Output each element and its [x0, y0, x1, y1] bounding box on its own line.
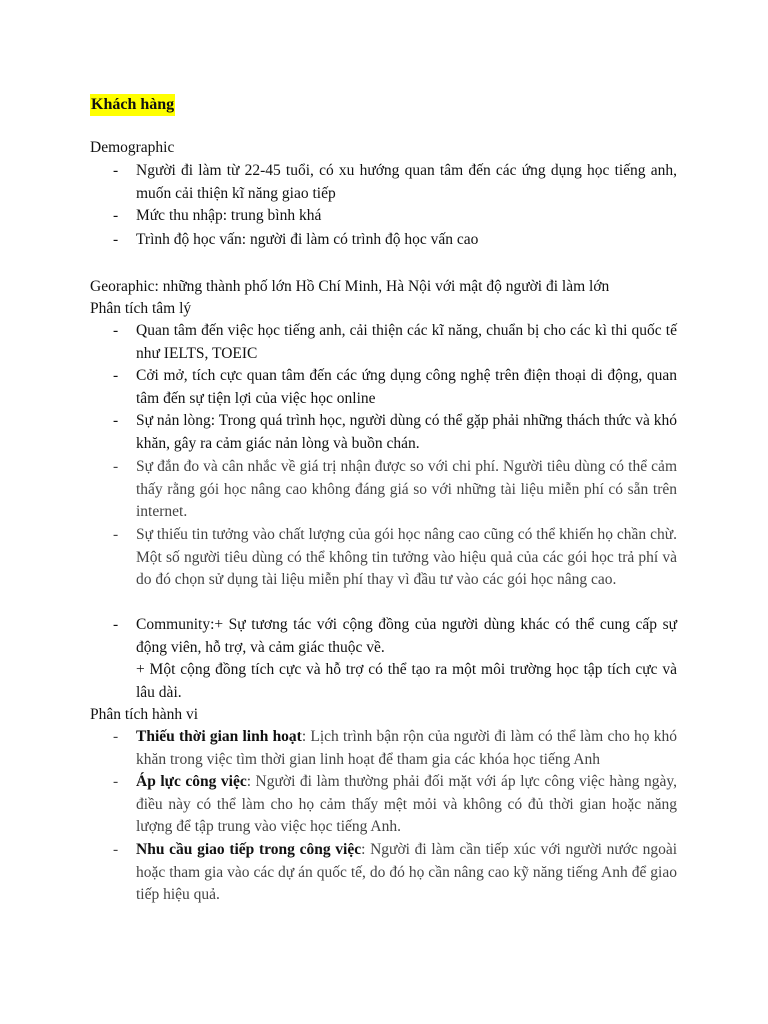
list-item-text: Sự thiếu tin tưởng vào chất lượng của gói học nâng cao cũng có thể khiến họ chần chừ. Một số người tiêu dùng có thể không tin tưởng vào hiệu quả của các gói học trả phí và do đó chọn sử dụng tài liệu miễn phí thay vì đầu tư vào các gói học nâng cao.	[136, 526, 677, 588]
bullet: -	[113, 162, 119, 179]
list-item-text	[136, 771, 677, 839]
list-item-text	[136, 726, 677, 771]
list-item-text: Trình độ học vấn: người đi làm có trình độ học vấn cao	[136, 231, 479, 248]
item-term: Nhu cầu giao tiếp trong công việc	[136, 841, 362, 858]
list-item	[113, 320, 677, 365]
bullet: -	[113, 526, 119, 543]
bullet: -	[113, 412, 119, 429]
bullet: -	[113, 322, 119, 339]
list-item	[113, 229, 677, 252]
list-item-text: Sự nản lòng: Trong quá trình học, người dùng có thể gặp phải những thách thức và khó khăn, gây ra cảm giác nản lòng và buồn chán.	[136, 412, 677, 452]
behavior-heading: Phân tích hành vi	[90, 706, 199, 723]
bullet: -	[113, 616, 119, 633]
list-item	[113, 365, 677, 410]
demographic-heading: Demographic	[90, 139, 175, 156]
item-description: : Người đi làm cần tiếp xúc với người nước ngoài hoặc tham gia vào các dự án quốc tế, do đó họ cần nâng cao kỹ năng tiếng Anh để giao tiếp hiệu quả.	[136, 841, 678, 903]
list-item-text: Quan tâm đến việc học tiếng anh, cải thiện các kĩ năng, chuẩn bị cho các kì thi quốc tế như IELTS, TOEIC	[136, 322, 677, 362]
bullet: -	[113, 728, 119, 745]
item-term: Thiếu thời gian linh hoạt	[136, 728, 302, 745]
list-item-text: Sự đắn đo và cân nhắc về giá trị nhận được so với chi phí. Người tiêu dùng có thể cảm thấy rằng gói học nâng cao không đáng giá so với những tài liệu miễn phí có sẵn trên internet.	[136, 458, 677, 520]
list-item-text	[136, 839, 677, 907]
item-description: : Người đi làm thường phải đối mặt với áp lực công việc hàng ngày, điều này có thể làm cho họ cảm thấy mệt mỏi và không có đủ thời gian hoặc năng lượng để tập trung vào việc học tiếng Anh.	[136, 773, 677, 835]
bullet: -	[113, 458, 119, 475]
psych-heading: Phân tích tâm lý	[90, 300, 192, 317]
bullet: -	[113, 367, 119, 384]
list-item-continuation: + Một cộng đồng tích cực và hỗ trợ có thể tạo ra một môi trường học tập tích cực và lâu dài.	[136, 661, 677, 701]
geographic-line: Georaphic: những thành phố lớn Hồ Chí Minh, Hà Nội với mật độ người đi làm lớn	[90, 278, 610, 295]
list-item	[113, 205, 677, 228]
bullet: -	[113, 207, 119, 224]
list-item-text: Community:+ Sự tương tác với cộng đồng của người dùng khác có thể cung cấp sự động viên, hỗ trợ, và cảm giác thuộc về.	[136, 616, 677, 656]
list-item-text: Người đi làm từ 22-45 tuổi, có xu hướng quan tâm đến các ứng dụng học tiếng anh, muốn cải thiện kĩ năng giao tiếp	[136, 162, 677, 202]
list-item	[113, 726, 677, 771]
bullet: -	[113, 841, 119, 858]
list-item	[113, 524, 677, 592]
list-item	[113, 839, 677, 907]
list-item	[113, 614, 677, 704]
list-item	[113, 410, 677, 455]
list-item	[113, 771, 677, 839]
list-item	[113, 456, 677, 524]
list-item-text: Cởi mở, tích cực quan tâm đến các ứng dụng công nghệ trên điện thoại di động, quan tâm đến sự tiện lợi của việc học online	[136, 367, 677, 407]
bullet: -	[113, 773, 119, 790]
page-title: Khách hàng	[90, 94, 175, 116]
list-item	[113, 160, 677, 205]
bullet: -	[113, 231, 119, 248]
item-term: Áp lực công việc	[136, 773, 247, 790]
list-item-text: Mức thu nhập: trung bình khá	[136, 207, 322, 224]
item-description: : Lịch trình bận rộn của người đi làm có thể làm cho họ khó khăn trong việc tìm thời gian linh hoạt để tham gia các khóa học tiếng Anh	[136, 728, 678, 768]
